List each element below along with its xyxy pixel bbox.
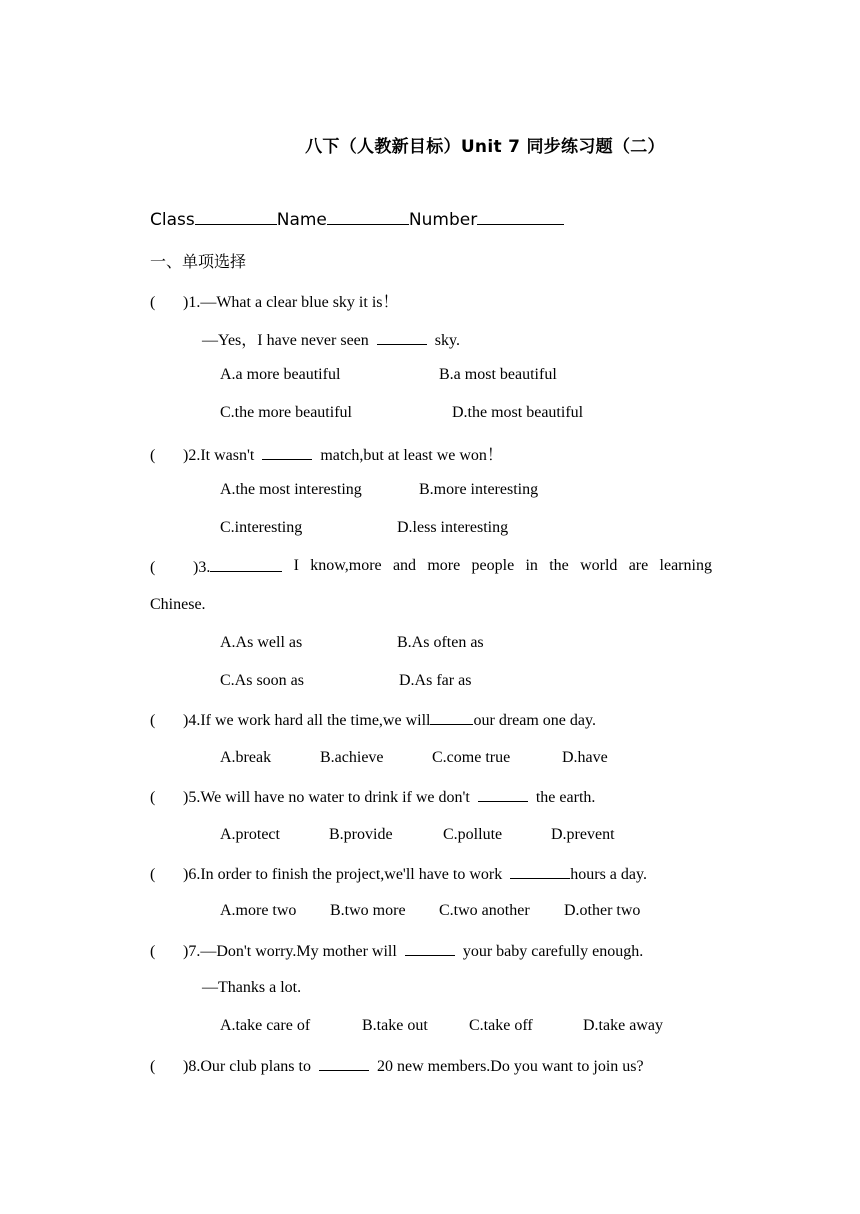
name-label: Name (276, 210, 327, 230)
question-word: are (628, 557, 649, 574)
option-b[interactable]: B.a most beautiful (439, 366, 557, 383)
question-4 (150, 710, 596, 730)
answer-paren[interactable]: ( (150, 447, 156, 464)
option-a[interactable]: A.As well as (220, 634, 303, 651)
page-title: 八下（人教新目标）Unit 7 同步练习题（二） (305, 137, 665, 157)
option-d[interactable]: D.prevent (551, 826, 615, 843)
answer-blank[interactable] (210, 557, 282, 572)
option-a[interactable]: A.the most interesting (220, 481, 362, 498)
student-info-line (150, 210, 564, 230)
option-d[interactable]: D.have (562, 749, 608, 766)
name-blank[interactable] (327, 210, 409, 225)
question-text: our dream one day. (473, 712, 596, 729)
answer-blank[interactable] (262, 445, 312, 460)
question-2 (150, 442, 503, 465)
option-c[interactable]: C.take off (469, 1017, 533, 1034)
option-b[interactable]: B.provide (329, 826, 393, 843)
question-word: in (525, 557, 538, 574)
question-8 (150, 1056, 644, 1076)
option-c[interactable]: C.the more beautiful (220, 404, 352, 421)
question-text: )5.We will have no water to drink if we don't (183, 789, 470, 806)
option-a[interactable]: A.break (220, 749, 272, 766)
answer-paren[interactable]: ( (150, 789, 156, 806)
question-text: your baby carefully enough. (462, 943, 644, 960)
answer-paren[interactable]: ( (150, 1058, 156, 1075)
question-3 (150, 557, 712, 577)
question-text: )8.Our club plans to (183, 1058, 311, 1075)
option-b[interactable]: B.As often as (397, 634, 484, 651)
option-c[interactable]: C.interesting (220, 519, 303, 536)
question-1-line2 (202, 327, 460, 350)
answer-blank[interactable] (478, 787, 528, 802)
option-d[interactable]: D.other two (564, 902, 641, 919)
option-b[interactable]: B.more interesting (419, 481, 539, 498)
question-text: )4.If we work hard all the time,we will (183, 712, 431, 729)
question-text: hours a day. (570, 866, 647, 883)
question-text: )7.—Don't worry.My mother will (183, 943, 397, 960)
question-3-line2: Chinese. (150, 596, 206, 613)
answer-paren[interactable]: ( (150, 712, 156, 729)
section-title: 一、单项选择 (150, 252, 247, 271)
question-7 (150, 941, 643, 961)
option-c[interactable]: C.pollute (443, 826, 503, 843)
answer-paren[interactable]: ( (150, 943, 156, 960)
question-6 (150, 864, 647, 884)
question-word: and (392, 557, 417, 574)
question-word: the (549, 557, 569, 574)
question-text: the earth. (535, 789, 596, 806)
question-word: I (293, 557, 299, 574)
question-text: )2.It wasn't (183, 447, 255, 464)
option-a[interactable]: A.take care of (220, 1017, 311, 1034)
question-text: —Yes，I have never seen (202, 332, 369, 349)
question-text: 20 new members.Do you want to join us? (376, 1058, 644, 1075)
answer-blank[interactable] (510, 864, 570, 879)
answer-blank[interactable] (377, 330, 427, 345)
answer-blank[interactable] (430, 710, 473, 725)
answer-paren[interactable]: ( (150, 866, 156, 883)
question-1 (150, 289, 399, 312)
option-b[interactable]: B.achieve (320, 749, 384, 766)
option-c[interactable]: C.two another (439, 902, 530, 919)
question-word: know,more (310, 557, 382, 574)
question-text: )1.—What a clear blue sky it is！ (183, 294, 399, 311)
answer-paren[interactable]: ( (150, 294, 156, 311)
option-b[interactable]: B.take out (362, 1017, 428, 1034)
question-text: )3. (193, 559, 211, 576)
option-d[interactable]: D.less interesting (397, 519, 509, 536)
answer-paren[interactable]: ( (150, 559, 156, 576)
option-d[interactable]: D.take away (583, 1017, 663, 1034)
class-blank[interactable] (195, 210, 277, 225)
question-text: sky. (434, 332, 460, 349)
question-word: more (427, 557, 461, 574)
answer-blank[interactable] (405, 941, 455, 956)
option-d[interactable]: D.the most beautiful (452, 404, 584, 421)
class-label: Class (150, 210, 195, 230)
option-c[interactable]: C.As soon as (220, 672, 305, 689)
option-c[interactable]: C.come true (432, 749, 511, 766)
question-7-line2: —Thanks a lot. (202, 979, 302, 996)
option-a[interactable]: A.protect (220, 826, 280, 843)
question-word: learning (659, 557, 712, 574)
option-a[interactable]: A.a more beautiful (220, 366, 341, 383)
question-word: people (471, 557, 515, 574)
option-a[interactable]: A.more two (220, 902, 297, 919)
option-d[interactable]: D.As far as (399, 672, 472, 689)
question-word: world (580, 557, 618, 574)
answer-blank[interactable] (319, 1056, 369, 1071)
number-blank[interactable] (477, 210, 564, 225)
number-label: Number (408, 210, 478, 230)
option-b[interactable]: B.two more (330, 902, 406, 919)
question-text: )6.In order to finish the project,we'll have to work (183, 866, 503, 883)
question-5 (150, 787, 595, 807)
question-text: match,but at least we won！ (320, 447, 503, 464)
